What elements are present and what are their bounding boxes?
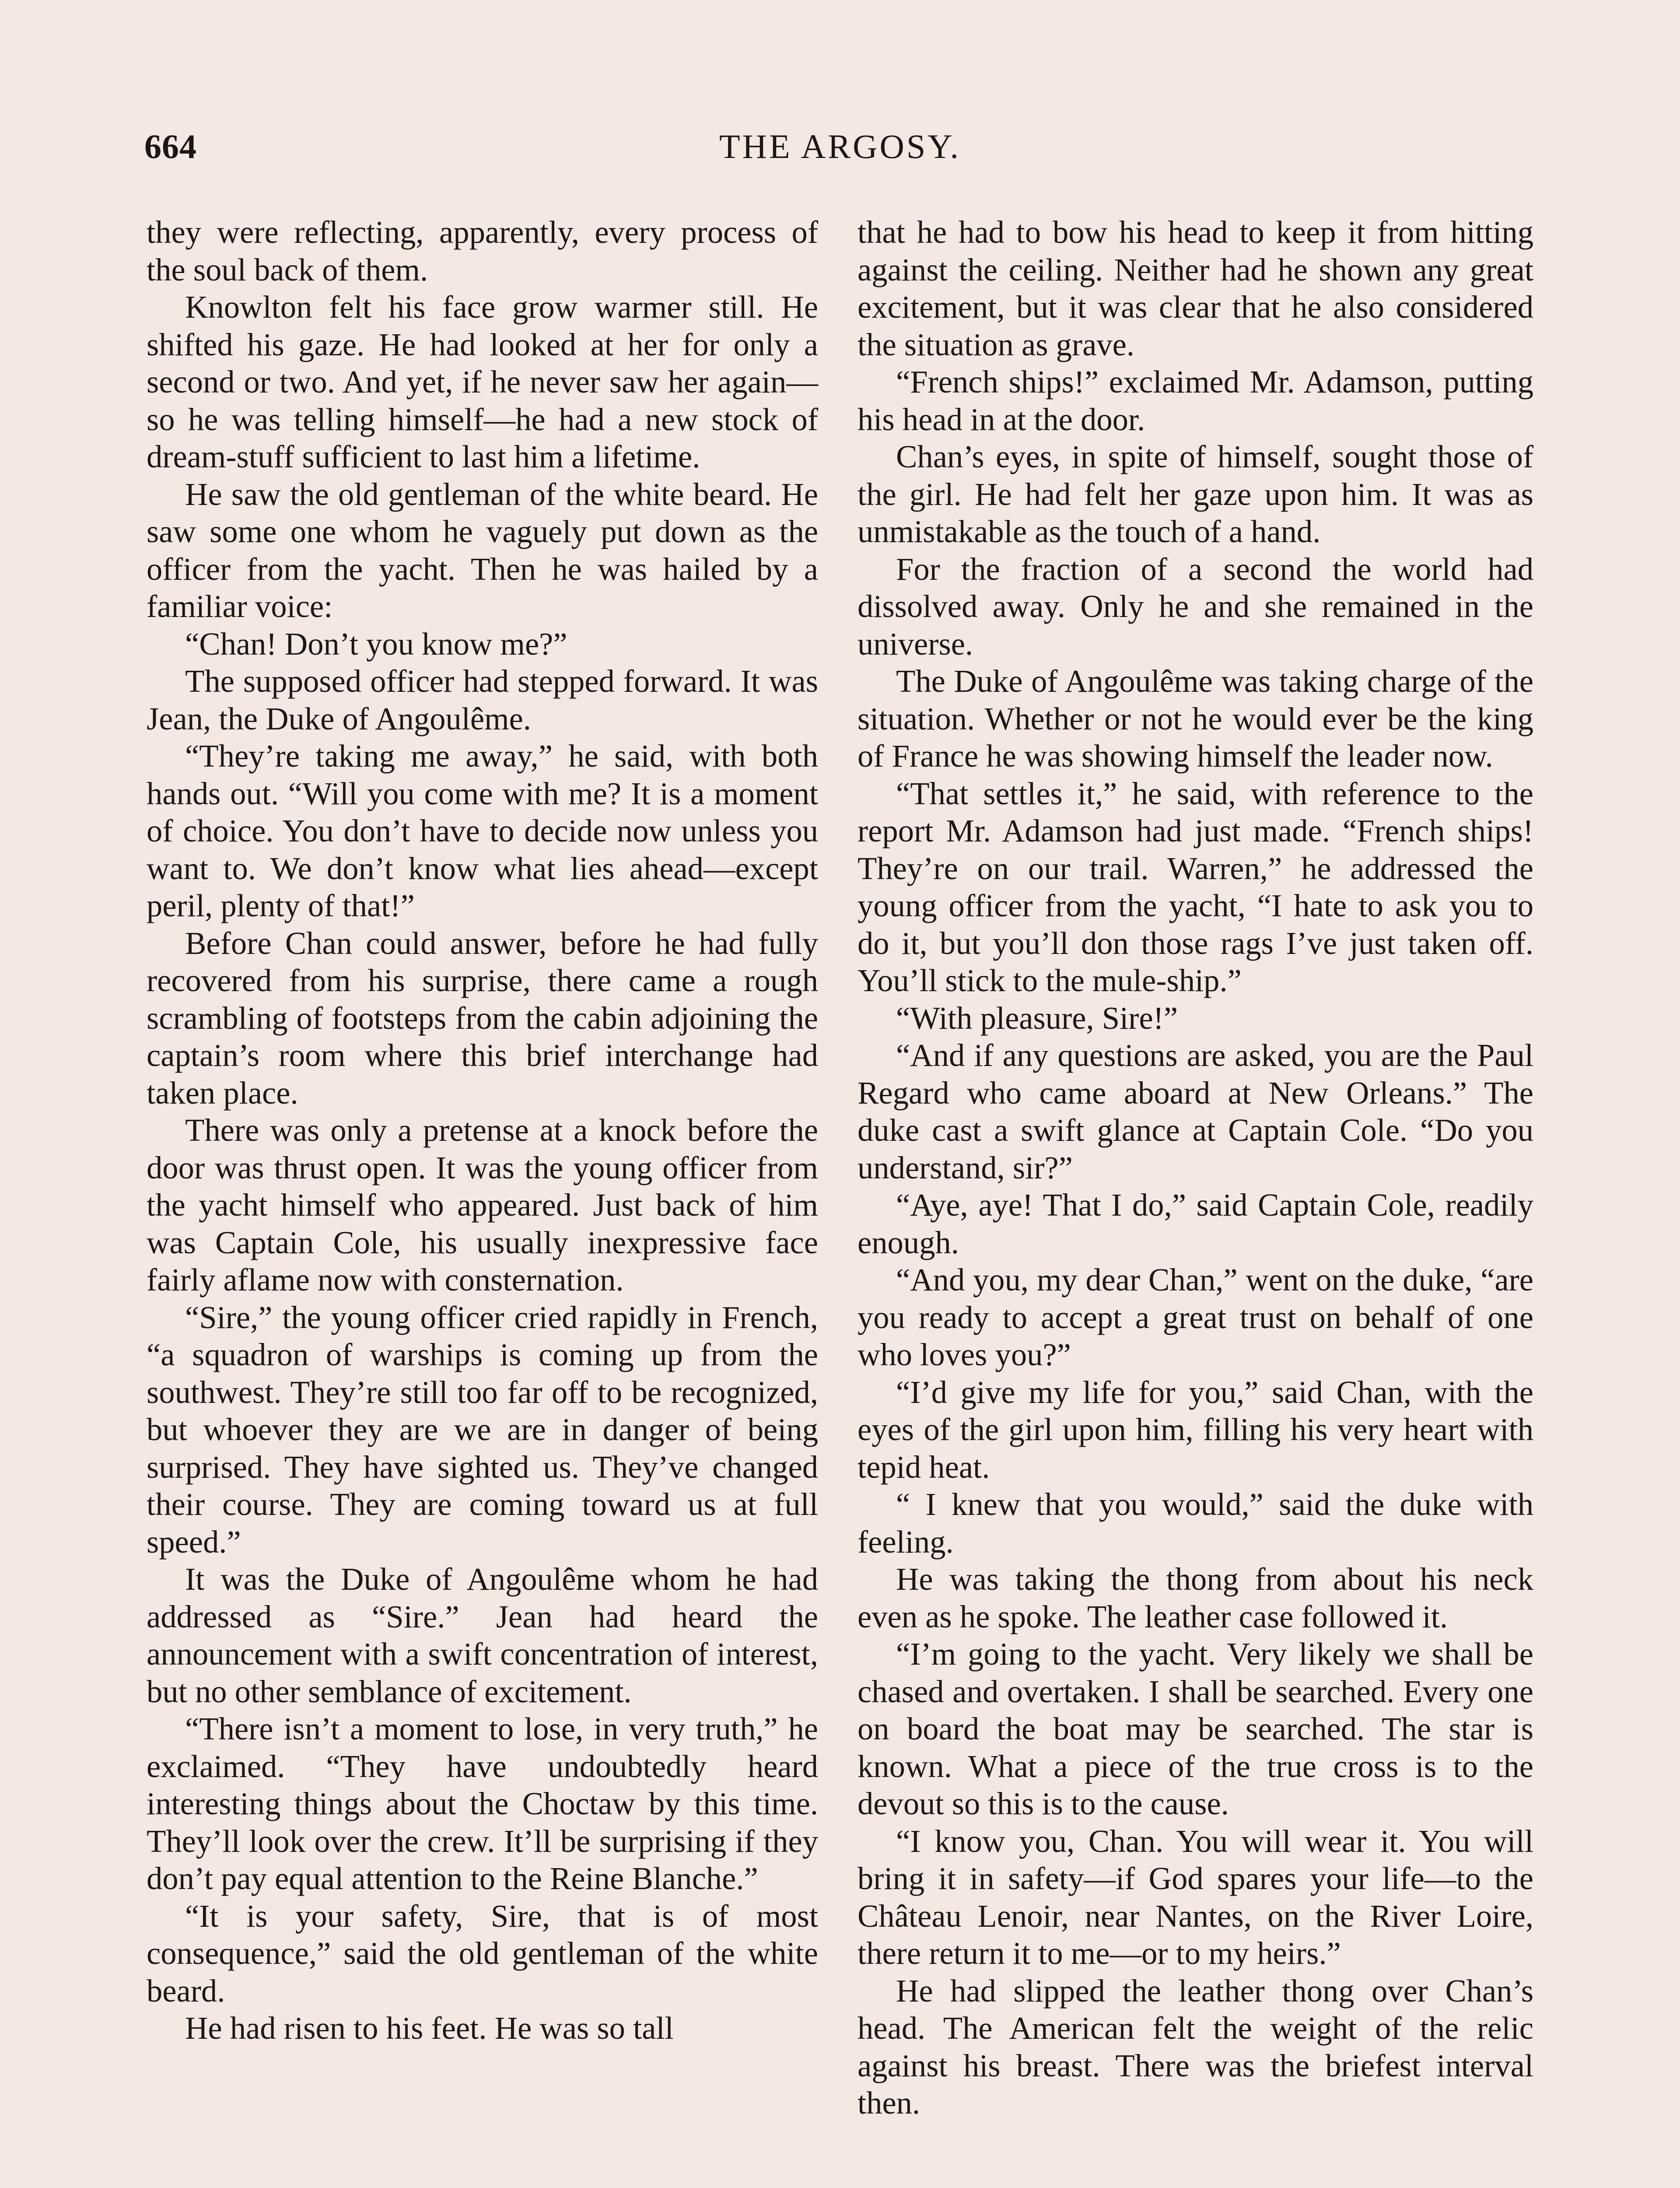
paragraph: they were reflecting, apparently, every process of the soul back of them. — [147, 214, 818, 288]
paragraph: “Aye, aye! That I do,” said Captain Cole, readily enough. — [858, 1187, 1533, 1260]
paragraph: “Sire,” the young officer cried rapidly in French, “a squadron of warships is coming up from the southwest. They’re still too far off to be recognized, but whoever they are we are in danger of being surprised. They have sighted us. They’ve changed their course. They are coming toward us at full speed.” — [147, 1299, 818, 1560]
paragraph: The supposed officer had stepped forward. It was Jean, the Duke of Angoulême. — [147, 663, 818, 736]
paragraph: He had slipped the leather thong over Chan’s head. The American felt the weight of the relic against his breast. There was the briefest interval then. — [858, 1973, 1533, 2121]
paragraph: There was only a pretense at a knock before the door was thrust open. It was the young officer from the yacht himself who appeared. Just back of him was Captain Cole, his usually inexpressive face fairly aflame now with consternation. — [147, 1112, 818, 1297]
paragraph: “With pleasure, Sire!” — [896, 1000, 1178, 1036]
right-column — [858, 214, 1533, 2122]
paragraph: “I know you, Chan. You will wear it. You will bring it in safety—if God spares your life—to the Château Lenoir, near Nantes, on the River Loire, there return it to me—or to my heirs.” — [858, 1823, 1533, 1971]
page-header — [144, 127, 1536, 179]
paragraph: It was the Duke of Angoulême whom he had addressed as “Sire.” Jean had heard the announcement with a swift concentration of interest, but no other semblance of excitement. — [147, 1561, 818, 1709]
paragraph: Knowlton felt his face grow warmer still. He shifted his gaze. He had looked at her for only a second or two. And yet, if he never saw her again—so he was telling himself—he had a new stock of dream-stuff sufficient to last him a lifetime. — [147, 289, 818, 474]
paragraph: “And if any questions are asked, you are the Paul Regard who came aboard at New Orleans.” The duke cast a swift glance at Captain Cole. “Do you understand, sir?” — [858, 1038, 1533, 1185]
paragraph: “There isn’t a moment to lose, in very truth,” he exclaimed. “They have undoubtedly heard interesting things about the Choctaw by this time. They’ll look over the crew. It’ll be surprising if they don’t pay equal attention to the Reine Blanche.” — [147, 1711, 818, 1896]
paragraph: He had risen to his feet. He was so tall — [185, 2010, 674, 2046]
paragraph: Before Chan could answer, before he had fully recovered from his surprise, there came a rough scrambling of footsteps from the cabin adjoining the captain’s room where this brief interchange had taken place. — [147, 925, 818, 1111]
paragraph: He was taking the thong from about his neck even as he spoke. The leather case followed it. — [858, 1561, 1533, 1634]
left-column — [147, 214, 818, 2047]
paragraph: “And you, my dear Chan,” went on the duke, “are you ready to accept a great trust on behalf of one who loves you?” — [858, 1262, 1533, 1372]
paragraph: “I’m going to the yacht. Very likely we shall be chased and overtaken. I shall be searched. Every one on board the boat may be searched. The star is known. What a piece of the true cross is to the devout so this is to the cause. — [858, 1636, 1533, 1821]
paragraph: “They’re taking me away,” he said, with both hands out. “Will you come with me? It is a moment of choice. You don’t have to decide now unless you want to. We don’t know what lies ahead—except peril, plenty of that!” — [147, 738, 818, 923]
paragraph: “French ships!” exclaimed Mr. Adamson, putting his head in at the door. — [858, 364, 1533, 437]
running-title: THE ARGOSY. — [719, 127, 961, 165]
paragraph: “It is your safety, Sire, that is of most consequence,” said the old gentleman of the white beard. — [147, 1898, 818, 2009]
paragraph: He saw the old gentleman of the white beard. He saw some one whom he vaguely put down as the officer from the yacht. Then he was hailed by a familiar voice: — [147, 476, 818, 624]
paragraph: “ I knew that you would,” said the duke with feeling. — [858, 1487, 1533, 1560]
paragraph: The Duke of Angoulême was taking charge of the situation. Whether or not he would ever be the king of France he was showing himself the leader now. — [858, 663, 1533, 774]
paragraph: “That settles it,” he said, with reference to the report Mr. Adamson had just made. “French ships! They’re on our trail. Warren,” he addressed the young officer from the yacht, “I hate to ask you to do it, but you’ll don those rags I’ve just taken off. You’ll stick to the mule-ship.” — [858, 775, 1533, 998]
paragraph: Chan’s eyes, in spite of himself, sought those of the girl. He had felt her gaze upon him. It was as unmistakable as the touch of a hand. — [858, 439, 1533, 549]
paragraph: For the fraction of a second the world had dissolved away. Only he and she remained in the universe. — [858, 551, 1533, 662]
paragraph: “I’d give my life for you,” said Chan, with the eyes of the girl upon him, filling his very heart with tepid heat. — [858, 1374, 1533, 1485]
page-number: 664 — [144, 127, 197, 165]
paragraph: “Chan! Don’t you know me?” — [185, 626, 567, 662]
paragraph: that he had to bow his head to keep it from hitting against the ceiling. Neither had he shown any great excitement, but it was clear that he also considered the situation as grave. — [858, 214, 1533, 362]
